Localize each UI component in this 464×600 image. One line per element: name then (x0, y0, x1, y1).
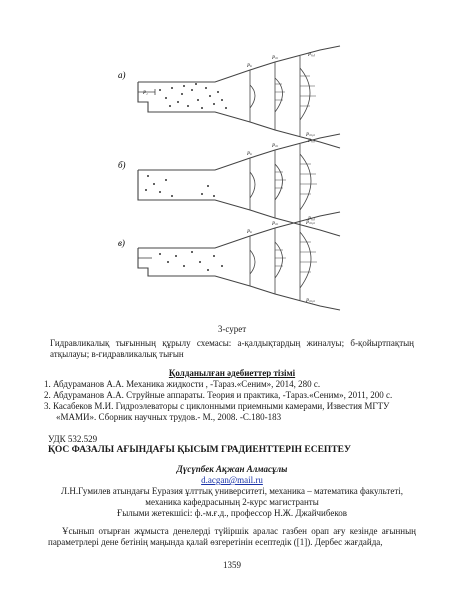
udc-code: УДК 532.529 (48, 434, 98, 444)
panel-c-label: в) (118, 238, 125, 248)
svg-text:Pₖ: Pₖ (247, 230, 253, 235)
svg-text:Pₖ: Pₖ (247, 64, 253, 69)
figure-caption: Гидравликалық тығынның құрылу схемасы: а-қалдықтардың жиналуы; б-қойыртпақтың атқылауы; в-гидравликалық тығын (50, 338, 414, 359)
supervisor: Ғылыми жетекшісі: ф.-м.ғ.д., профессор Н.Ж. Джайчибеков (117, 508, 347, 518)
svg-text:Pₘᵢₙ: Pₘᵢₙ (306, 299, 315, 304)
svg-text:Pₘᵢₙ: Pₘᵢₙ (306, 133, 315, 138)
panel-b (118, 134, 340, 236)
author-email-wrap (0, 475, 464, 486)
article-title: ҚОС ФАЗАЛЫ АҒЫНДАҒЫ ҚЫСЫМ ГРАДИЕНТТЕРІН ЕСЕПТЕУ (48, 445, 351, 455)
svg-text:P₍ᵤ₎: P₍ᵤ₎ (308, 217, 315, 222)
svg-text:P₍ᵤ₎: P₍ᵤ₎ (308, 139, 315, 144)
reference-item: 1. Абдураманов А.А. Механика жидкости , -Тараз.«Сеним», 2014, 280 с. (44, 379, 321, 389)
reference-item: «МАМИ». Сборник научных трудов.- М., 2008. -С.180-183 (56, 412, 282, 422)
panel-a-label: а) (118, 70, 126, 80)
panel-b-label: б) (118, 160, 126, 170)
reference-item: 3. Касабеков М.И. Гидроэлеваторы с циклонными приемными камерами, Известия МГТУ (44, 401, 390, 411)
references-title: Қолданылған әдебиеттер тізімі (168, 368, 296, 378)
svg-text:Pₖ: Pₖ (247, 152, 253, 157)
author-email-link[interactable]: d.acgan@mail.ru (201, 475, 263, 485)
svg-text:Pₘᵢₙ: Pₘᵢₙ (306, 221, 315, 226)
svg-text:Pₘ: Pₘ (272, 222, 279, 227)
author-name: Дүсүпбек Ақжан Алмасұлы (176, 464, 288, 474)
affiliation-line-2: механика кафедрасының 2-курс магистранты (145, 497, 319, 507)
reference-item: 2. Абдураманов А.А. Струйные аппараты. Теория и практика, -Тараз.«Сеним», 2011, 200 с. (44, 390, 393, 400)
figure-drawing (110, 40, 350, 315)
figure-hydraulic-plug (110, 40, 350, 315)
page-number: 1359 (223, 560, 241, 570)
svg-text:P₍ᵤ₎: P₍ᵤ₎ (308, 53, 315, 58)
figure-number: 3-сурет (217, 324, 247, 334)
panel-a (118, 46, 340, 148)
body-paragraph: Ұсынып отырған жұмыста денелерді түйіршік аралас газбен орап ағу кезінде ағынның параметрлері дене бетінің маңында қалай өзгеретінін есептедік ([1]). Дербес жағдайда, (48, 526, 416, 547)
svg-text:Pₘ: Pₘ (272, 56, 279, 61)
svg-text:Pₘ: Pₘ (272, 144, 279, 149)
svg-text:P₁: P₁ (143, 91, 148, 96)
affiliation-line-1: Л.Н.Гумилев атындағы Еуразия ұлттық университеті, механика – математика факультеті, (60, 486, 404, 496)
